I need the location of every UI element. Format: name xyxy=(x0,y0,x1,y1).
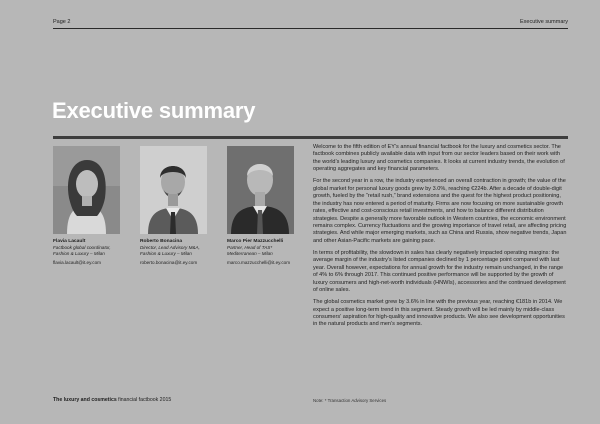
footer-title-rest: financial factbook 2015 xyxy=(116,397,172,403)
person-location: Fashion & Luxury – Milan xyxy=(53,251,105,257)
page-title: Executive summary xyxy=(52,98,256,123)
body-paragraph: The global cosmetics market grew by 3.6% in line with the previous year, reaching €181b in 2014. We expect a positive long-term trend in this segment. Steady growth will be led mainly by middle-class consumers’ aspiration for high-quality and innovative products. We also see development opportunities in the natural products and men’s segments. xyxy=(313,299,565,328)
person-role: Partner, Head of TAS* xyxy=(227,245,273,251)
person-name: Roberto Bonacina xyxy=(140,239,183,244)
person-name: Flavia Lacault xyxy=(53,239,86,244)
footer-title-bold: The luxury and cosmetics xyxy=(53,397,117,403)
person-email: flavia.lacault@it.ey.com xyxy=(53,259,101,265)
header-divider xyxy=(53,28,568,29)
person-role: Director, Lead Advisory M&A, xyxy=(140,245,200,251)
body-paragraph: For the second year in a row, the industry experienced an overall contraction in growth; the value of the global market for personal luxury goods grew by 3.0%, reaching €224b. After a decade of double-digit growth, fueled by the “retail rush,” brand extensions and the quest for the highest product positioning, the industry has now entered a period of maturity. Firms are now focusing on more sustainable growth rates, effective and cost-conscious retail investments, and how to balance different distribution strategies. Despite a generally more favorable outlook in Western countries, the economic environment remains complex. Currency fluctuations and the growing importance of travel retail, are affecting pricing strategies. And while major emerging markets, such as China and Russia, show negative trends, Japan and other Asian-Pacific markets are gaining pace. xyxy=(313,178,567,244)
title-divider xyxy=(53,136,568,139)
summary-text-column xyxy=(313,144,569,333)
page-number: Page 2 xyxy=(53,19,71,25)
footer-publication-title xyxy=(53,397,171,403)
person-caption xyxy=(53,239,139,266)
person-caption xyxy=(140,239,226,266)
person-email: marco.mazzucchelli@it.ey.com xyxy=(227,259,291,265)
portrait-photo-roberto-bonacina xyxy=(140,146,207,234)
portrait-photo-marco-pier-mazzucchelli xyxy=(227,146,294,234)
person-location: Fashion & Luxury – Milan xyxy=(140,251,192,257)
body-paragraph: Welcome to the fifth edition of EY’s annual financial factbook for the luxury and cosmetics sector. The factbook combines publicly available data with input from our sector leaders based on their work with the world’s leading luxury and cosmetics companies. It looks at current industry trends, the evolution of operating aggregates and key financial parameters. xyxy=(313,144,565,173)
person-caption xyxy=(227,239,313,266)
person-email: roberto.bonacina@it.ey.com xyxy=(140,259,198,265)
body-paragraph: In terms of profitability, the slowdown in sales has clearly negatively impacted operating margins: the average margin of the industry’s listed companies declined by 1 percentage point compared with last year. Overall however, expectations for annual growth for the industry remain unchanged, in the range of 4% to 6% through 2017. This continued positive performance will be supported by the growth of luxury consumers and high-net-worth individuals (HNWIs), accessories and the continued development of online sales. xyxy=(313,249,566,294)
footer-note: Note: * Transaction Advisory Services xyxy=(313,398,387,403)
portrait-photo-flavia-lacault xyxy=(53,146,120,234)
running-section-title: Executive summary xyxy=(520,19,568,25)
person-role: Factbook global coordinator, xyxy=(53,245,111,251)
person-location: Mediterranean – Milan xyxy=(227,251,273,257)
person-name: Marco Pier Mazzucchelli xyxy=(227,239,284,244)
